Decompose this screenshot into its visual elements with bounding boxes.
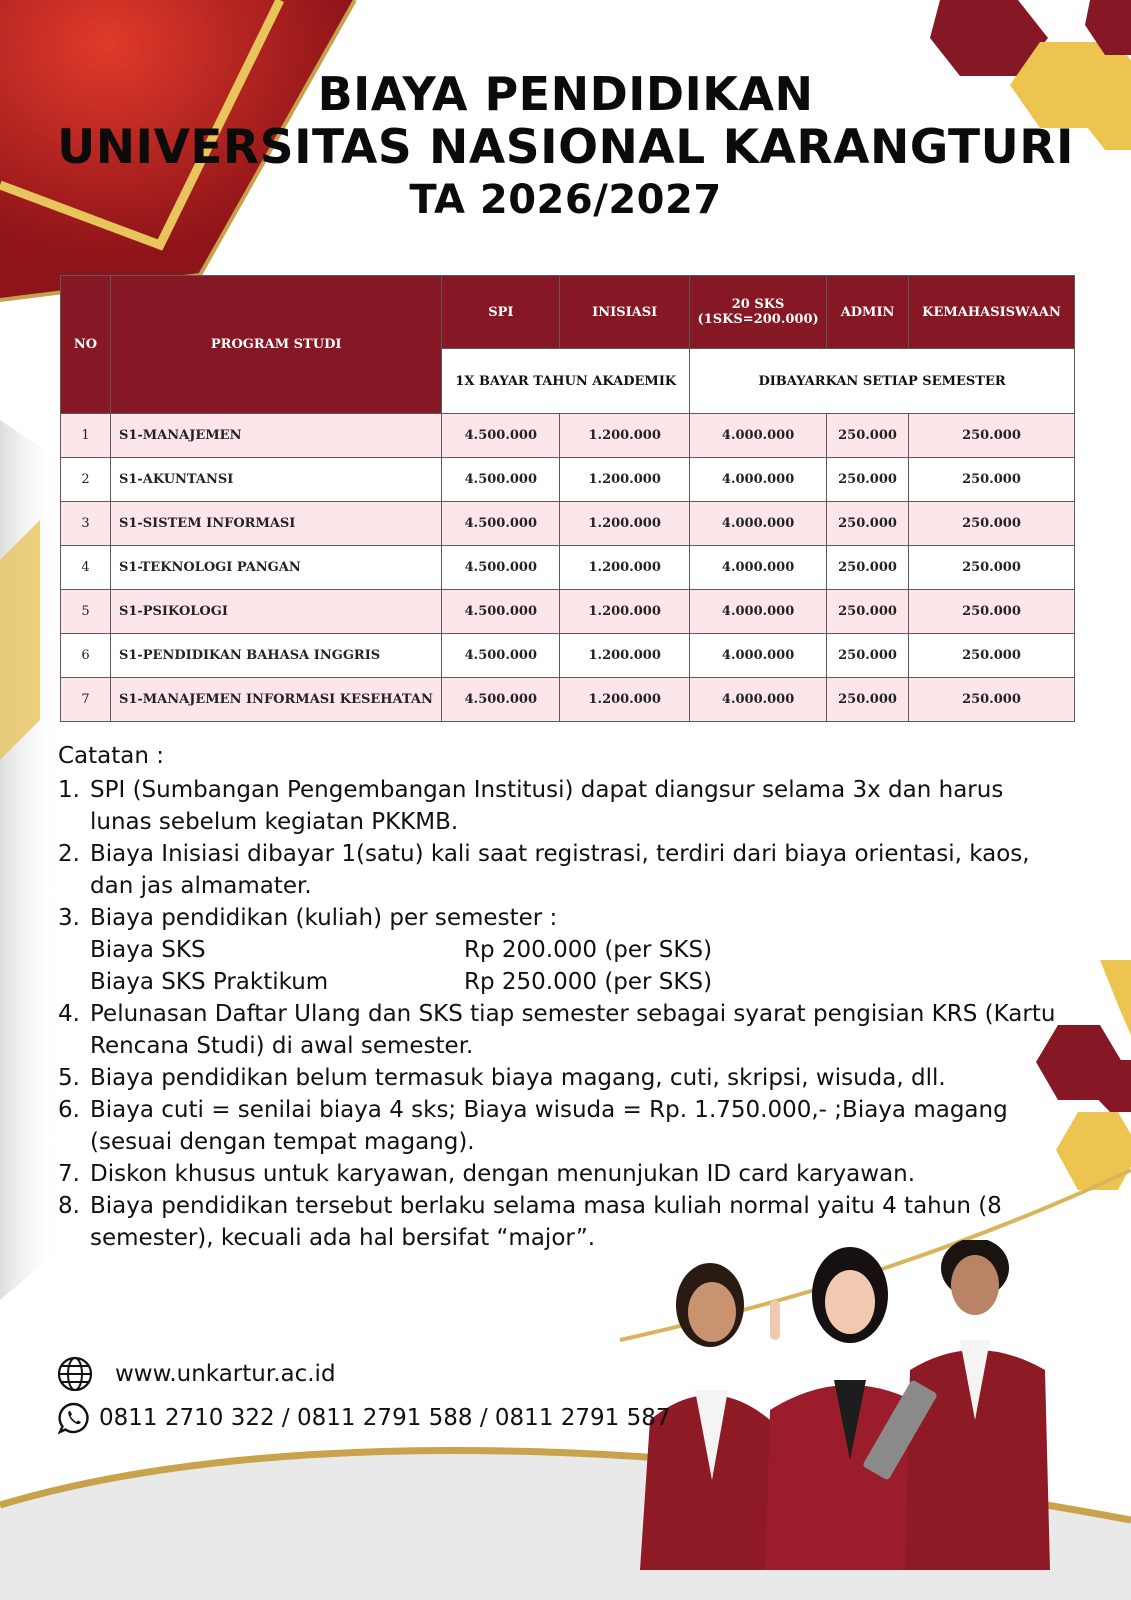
note-number: 1. xyxy=(58,777,80,803)
note-text: Pelunasan Daftar Ulang dan SKS tiap semester sebagai syarat pengisian KRS (Kartu Rencana Studi) di awal semester. xyxy=(90,1001,1056,1059)
page-title xyxy=(0,68,1131,223)
cell-no: 5 xyxy=(61,590,111,634)
cell-program: S1-TEKNOLOGI PANGAN xyxy=(110,546,441,590)
contact-phone xyxy=(57,1401,671,1435)
cell-sks: 4.000.000 xyxy=(690,414,827,458)
note-text: Diskon khusus untuk karyawan, dengan menunjukan ID card karyawan. xyxy=(90,1161,916,1187)
cell-spi: 4.500.000 xyxy=(442,458,560,502)
note-item xyxy=(58,1094,1068,1158)
cell-spi: 4.500.000 xyxy=(442,546,560,590)
cell-sks: 4.000.000 xyxy=(690,590,827,634)
fee-table xyxy=(60,275,1075,722)
globe-icon xyxy=(57,1356,93,1392)
note-number: 2. xyxy=(58,841,80,867)
cell-program: S1-PENDIDIKAN BAHASA INGGRIS xyxy=(110,634,441,678)
cell-kemahasiswaan: 250.000 xyxy=(909,546,1075,590)
cell-admin: 250.000 xyxy=(827,502,909,546)
table-row xyxy=(61,458,1075,502)
cell-kemahasiswaan: 250.000 xyxy=(909,458,1075,502)
note-number: 6. xyxy=(58,1097,80,1123)
note-item xyxy=(58,902,1068,934)
cell-inisiasi: 1.200.000 xyxy=(560,590,690,634)
note-text: Biaya pendidikan belum termasuk biaya magang, cuti, skripsi, wisuda, dll. xyxy=(90,1065,946,1091)
cell-no: 6 xyxy=(61,634,111,678)
sks-fee-row xyxy=(58,934,1068,966)
cell-admin: 250.000 xyxy=(827,590,909,634)
note-text: Biaya pendidikan (kuliah) per semester : xyxy=(90,905,558,931)
header-sks xyxy=(690,276,827,349)
cell-program: S1-SISTEM INFORMASI xyxy=(110,502,441,546)
title-line-1: BIAYA PENDIDIKAN xyxy=(317,67,814,121)
header-group-annual: 1X BAYAR TAHUN AKADEMIK xyxy=(442,349,690,414)
note-item xyxy=(58,1158,1068,1190)
cell-inisiasi: 1.200.000 xyxy=(560,414,690,458)
phone-numbers: 0811 2710 322 / 0811 2791 588 / 0811 2791 587 xyxy=(99,1405,671,1431)
note-item xyxy=(58,998,1068,1062)
cell-no: 3 xyxy=(61,502,111,546)
cell-admin: 250.000 xyxy=(827,634,909,678)
header-group-semester: DIBAYARKAN SETIAP SEMESTER xyxy=(690,349,1075,414)
cell-admin: 250.000 xyxy=(827,414,909,458)
website-link[interactable]: www.unkartur.ac.id xyxy=(115,1361,336,1387)
sks-fee-label: Biaya SKS xyxy=(90,937,206,963)
note-text: Biaya pendidikan tersebut berlaku selama masa kuliah normal yaitu 4 tahun (8 semester), kecuali ada hal bersifat “major”. xyxy=(90,1193,1002,1251)
contact-website[interactable] xyxy=(57,1356,336,1392)
cell-kemahasiswaan: 250.000 xyxy=(909,590,1075,634)
cell-no: 2 xyxy=(61,458,111,502)
cell-program: S1-AKUNTANSI xyxy=(110,458,441,502)
note-text: Biaya Inisiasi dibayar 1(satu) kali saat registrasi, terdiri dari biaya orientasi, kaos, dan jas almamater. xyxy=(90,841,1030,899)
cell-kemahasiswaan: 250.000 xyxy=(909,502,1075,546)
note-item xyxy=(58,838,1068,902)
sks-fee-label: Biaya SKS Praktikum xyxy=(90,969,329,995)
cell-spi: 4.500.000 xyxy=(442,502,560,546)
cell-sks: 4.000.000 xyxy=(690,502,827,546)
table-row xyxy=(61,634,1075,678)
note-number: 8. xyxy=(58,1193,80,1219)
notes-section xyxy=(58,740,1068,1254)
header-sks-line2: (1SKS=200.000) xyxy=(697,312,819,327)
cell-admin: 250.000 xyxy=(827,458,909,502)
header-spi: SPI xyxy=(442,276,560,349)
note-number: 5. xyxy=(58,1065,80,1091)
cell-no: 4 xyxy=(61,546,111,590)
sks-fee-value: Rp 250.000 (per SKS) xyxy=(464,969,713,995)
title-line-3: TA 2026/2027 xyxy=(409,176,722,223)
cell-no: 1 xyxy=(61,414,111,458)
cell-sks: 4.000.000 xyxy=(690,678,827,722)
cell-inisiasi: 1.200.000 xyxy=(560,634,690,678)
note-item xyxy=(58,774,1068,838)
header-sks-line1: 20 SKS xyxy=(731,297,785,312)
header-admin: ADMIN xyxy=(827,276,909,349)
cell-no: 7 xyxy=(61,678,111,722)
note-item xyxy=(58,1062,1068,1094)
cell-inisiasi: 1.200.000 xyxy=(560,546,690,590)
cell-inisiasi: 1.200.000 xyxy=(560,678,690,722)
table-row xyxy=(61,678,1075,722)
cell-program: S1-MANAJEMEN xyxy=(110,414,441,458)
cell-admin: 250.000 xyxy=(827,546,909,590)
cell-kemahasiswaan: 250.000 xyxy=(909,414,1075,458)
cell-spi: 4.500.000 xyxy=(442,678,560,722)
cell-spi: 4.500.000 xyxy=(442,414,560,458)
cell-sks: 4.000.000 xyxy=(690,458,827,502)
header-kemahasiswaan: KEMAHASISWAAN xyxy=(909,276,1075,349)
sks-fee-row xyxy=(58,966,1068,998)
cell-kemahasiswaan: 250.000 xyxy=(909,678,1075,722)
header-inisiasi: INISIASI xyxy=(560,276,690,349)
cell-inisiasi: 1.200.000 xyxy=(560,458,690,502)
table-row xyxy=(61,546,1075,590)
note-text: SPI (Sumbangan Pengembangan Institusi) dapat diangsur selama 3x dan harus lunas sebelum kegiatan PKKMB. xyxy=(90,777,1004,835)
note-text: Biaya cuti = senilai biaya 4 sks; Biaya wisuda = Rp. 1.750.000,- ;Biaya magang (sesuai dengan tempat magang). xyxy=(90,1097,1008,1155)
note-number: 7. xyxy=(58,1161,80,1187)
note-number: 3. xyxy=(58,905,80,931)
cell-spi: 4.500.000 xyxy=(442,634,560,678)
cell-sks: 4.000.000 xyxy=(690,546,827,590)
title-line-2: UNIVERSITAS NASIONAL KARANGTURI xyxy=(57,119,1074,175)
cell-program: S1-MANAJEMEN INFORMASI KESEHATAN xyxy=(110,678,441,722)
header-program: PROGRAM STUDI xyxy=(110,276,441,414)
notes-heading: Catatan : xyxy=(58,743,165,769)
cell-spi: 4.500.000 xyxy=(442,590,560,634)
cell-admin: 250.000 xyxy=(827,678,909,722)
sks-fee-value: Rp 200.000 (per SKS) xyxy=(464,937,713,963)
students-photo xyxy=(620,1240,1090,1570)
cell-program: S1-PSIKOLOGI xyxy=(110,590,441,634)
note-number: 4. xyxy=(58,1001,80,1027)
cell-inisiasi: 1.200.000 xyxy=(560,502,690,546)
whatsapp-icon xyxy=(57,1401,91,1435)
table-row xyxy=(61,414,1075,458)
cell-sks: 4.000.000 xyxy=(690,634,827,678)
cell-kemahasiswaan: 250.000 xyxy=(909,634,1075,678)
table-row xyxy=(61,502,1075,546)
header-no: NO xyxy=(61,276,111,414)
table-row xyxy=(61,590,1075,634)
